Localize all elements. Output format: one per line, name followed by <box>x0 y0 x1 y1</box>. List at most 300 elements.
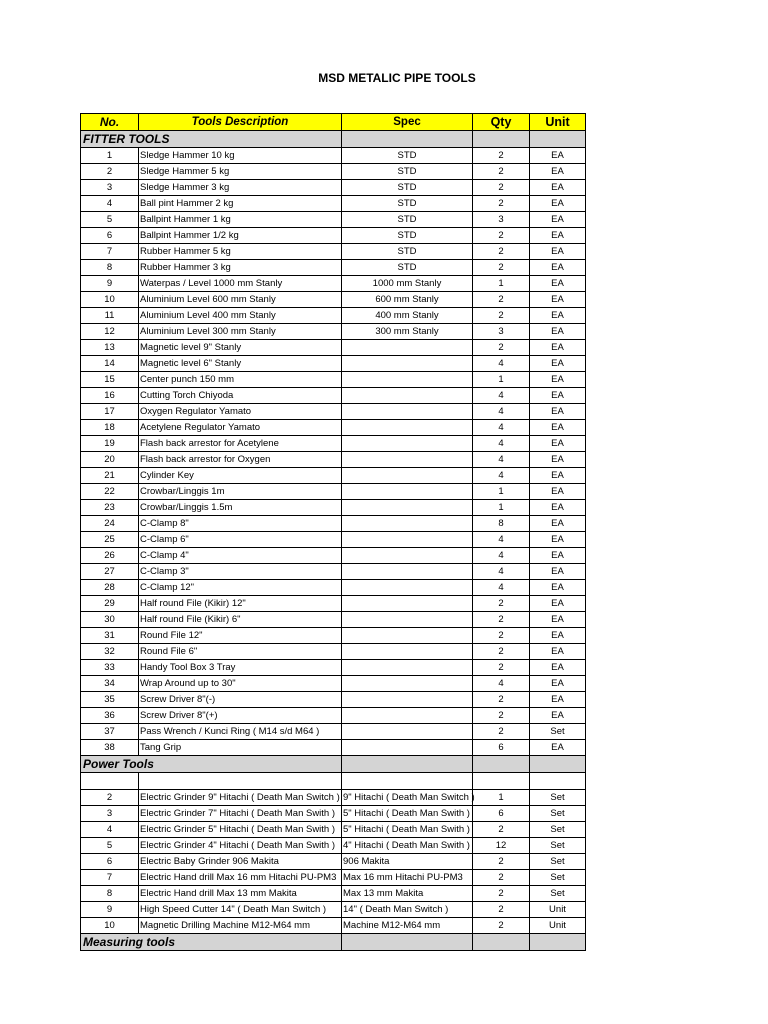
row-number: 3 <box>81 180 139 196</box>
table-row <box>81 372 586 388</box>
row-number: 10 <box>81 292 139 308</box>
row-qty: 2 <box>473 148 530 164</box>
row-unit: EA <box>530 596 586 612</box>
row-qty: 4 <box>473 468 530 484</box>
row-unit: EA <box>530 180 586 196</box>
row-qty: 2 <box>473 228 530 244</box>
row-unit: EA <box>530 628 586 644</box>
row-qty: 2 <box>473 692 530 708</box>
row-spec <box>342 676 473 692</box>
row-number: 9 <box>81 902 139 918</box>
row-spec: Machine M12-M64 mm <box>342 918 473 934</box>
row-description: Electric Grinder 7" Hitachi ( Death Man Swith ) <box>139 806 342 822</box>
row-unit <box>530 773 586 790</box>
section-header-row <box>81 934 586 951</box>
row-spec <box>342 532 473 548</box>
row-unit: EA <box>530 212 586 228</box>
row-unit: EA <box>530 676 586 692</box>
row-unit: EA <box>530 612 586 628</box>
row-qty: 4 <box>473 532 530 548</box>
table-row <box>81 806 586 822</box>
row-description: Waterpas / Level 1000 mm Stanly <box>139 276 342 292</box>
row-spec: 300 mm Stanly <box>342 324 473 340</box>
row-description: Screw Driver 8"(+) <box>139 708 342 724</box>
row-description: Ballpint Hammer 1 kg <box>139 212 342 228</box>
section-blank-cell <box>473 131 530 148</box>
table-row <box>81 148 586 164</box>
row-qty: 6 <box>473 740 530 756</box>
row-unit: EA <box>530 740 586 756</box>
row-number: 36 <box>81 708 139 724</box>
row-number: 24 <box>81 516 139 532</box>
row-spec: 9" Hitachi ( Death Man Switch ) <box>342 790 473 806</box>
row-spec: 906 Makita <box>342 854 473 870</box>
section-blank-cell <box>530 756 586 773</box>
row-spec: STD <box>342 260 473 276</box>
row-unit: EA <box>530 388 586 404</box>
row-spec <box>342 660 473 676</box>
row-qty: 3 <box>473 324 530 340</box>
table-row <box>81 773 586 790</box>
row-description: Half round File (Kikir) 6" <box>139 612 342 628</box>
table-row <box>81 260 586 276</box>
row-unit: EA <box>530 564 586 580</box>
row-number: 26 <box>81 548 139 564</box>
table-row <box>81 724 586 740</box>
row-description: Aluminium Level 400 mm Stanly <box>139 308 342 324</box>
row-number: 6 <box>81 854 139 870</box>
row-qty: 2 <box>473 708 530 724</box>
table-row <box>81 228 586 244</box>
row-number: 18 <box>81 420 139 436</box>
row-number: 33 <box>81 660 139 676</box>
row-unit: EA <box>530 468 586 484</box>
row-spec <box>342 372 473 388</box>
section-blank-cell <box>530 131 586 148</box>
row-description: Magnetic level 6" Stanly <box>139 356 342 372</box>
row-spec <box>342 388 473 404</box>
row-number: 22 <box>81 484 139 500</box>
row-spec <box>342 500 473 516</box>
row-spec <box>342 404 473 420</box>
row-description: Ballpint Hammer 1/2 kg <box>139 228 342 244</box>
table-row <box>81 420 586 436</box>
row-unit: Set <box>530 838 586 854</box>
row-description: Half round File (Kikir) 12" <box>139 596 342 612</box>
row-number: 9 <box>81 276 139 292</box>
row-number: 3 <box>81 806 139 822</box>
table-row <box>81 292 586 308</box>
table-row <box>81 580 586 596</box>
row-description: Flash back arrestor for Acetylene <box>139 436 342 452</box>
row-unit: EA <box>530 404 586 420</box>
row-unit: EA <box>530 164 586 180</box>
row-qty: 2 <box>473 870 530 886</box>
row-description: Tang Grip <box>139 740 342 756</box>
table-row <box>81 548 586 564</box>
table-header-row <box>81 114 586 131</box>
row-qty: 2 <box>473 660 530 676</box>
row-qty: 2 <box>473 918 530 934</box>
row-description: C-Clamp 8" <box>139 516 342 532</box>
row-unit: EA <box>530 372 586 388</box>
row-qty: 4 <box>473 452 530 468</box>
table-row <box>81 692 586 708</box>
row-qty: 2 <box>473 854 530 870</box>
row-description: Wrap Around up to 30" <box>139 676 342 692</box>
section-blank-cell <box>473 934 530 951</box>
row-number: 7 <box>81 870 139 886</box>
row-spec <box>342 580 473 596</box>
row-number: 13 <box>81 340 139 356</box>
row-unit: EA <box>530 148 586 164</box>
row-description: Handy Tool Box 3 Tray <box>139 660 342 676</box>
row-spec: 1000 mm Stanly <box>342 276 473 292</box>
row-qty: 1 <box>473 500 530 516</box>
row-description: Oxygen Regulator Yamato <box>139 404 342 420</box>
row-description: Sledge Hammer 3 kg <box>139 180 342 196</box>
row-qty: 2 <box>473 164 530 180</box>
section-blank-cell <box>342 756 473 773</box>
section-title: Measuring tools <box>81 934 342 951</box>
row-spec <box>342 468 473 484</box>
table-row <box>81 886 586 902</box>
table-row <box>81 468 586 484</box>
section-title: FITTER TOOLS <box>81 131 342 148</box>
row-number <box>81 773 139 790</box>
table-row <box>81 740 586 756</box>
row-description: Round File 6" <box>139 644 342 660</box>
row-spec: 5" Hitachi ( Death Man Swith ) <box>342 806 473 822</box>
row-description: C-Clamp 6" <box>139 532 342 548</box>
row-number: 10 <box>81 918 139 934</box>
row-number: 14 <box>81 356 139 372</box>
row-number: 8 <box>81 886 139 902</box>
row-number: 2 <box>81 164 139 180</box>
row-description: Magnetic level 9" Stanly <box>139 340 342 356</box>
row-spec <box>342 420 473 436</box>
row-number: 35 <box>81 692 139 708</box>
row-description: Crowbar/Linggis 1m <box>139 484 342 500</box>
row-description: C-Clamp 12" <box>139 580 342 596</box>
table-row <box>81 484 586 500</box>
row-unit: EA <box>530 548 586 564</box>
row-number: 25 <box>81 532 139 548</box>
row-qty: 4 <box>473 436 530 452</box>
row-spec <box>342 452 473 468</box>
row-qty: 2 <box>473 340 530 356</box>
row-number: 1 <box>81 148 139 164</box>
row-number: 21 <box>81 468 139 484</box>
row-description: Cutting Torch Chiyoda <box>139 388 342 404</box>
row-spec <box>342 484 473 500</box>
row-number: 17 <box>81 404 139 420</box>
row-unit: EA <box>530 500 586 516</box>
row-unit: Set <box>530 886 586 902</box>
table-row <box>81 708 586 724</box>
row-unit: EA <box>530 308 586 324</box>
section-blank-cell <box>342 934 473 951</box>
row-description: Sledge Hammer 5 kg <box>139 164 342 180</box>
row-number: 37 <box>81 724 139 740</box>
row-number: 23 <box>81 500 139 516</box>
row-qty: 4 <box>473 420 530 436</box>
row-qty: 8 <box>473 516 530 532</box>
row-spec: STD <box>342 228 473 244</box>
row-qty: 4 <box>473 388 530 404</box>
row-unit: EA <box>530 276 586 292</box>
table-row <box>81 822 586 838</box>
row-qty: 2 <box>473 902 530 918</box>
row-number: 38 <box>81 740 139 756</box>
table-row <box>81 660 586 676</box>
row-unit: EA <box>530 260 586 276</box>
row-number: 6 <box>81 228 139 244</box>
row-unit: Unit <box>530 902 586 918</box>
row-qty: 2 <box>473 886 530 902</box>
row-qty: 2 <box>473 596 530 612</box>
row-spec: 4" Hitachi ( Death Man Swith ) <box>342 838 473 854</box>
table-row <box>81 644 586 660</box>
row-description: Sledge Hammer 10 kg <box>139 148 342 164</box>
row-description: Flash back arrestor for Oxygen <box>139 452 342 468</box>
row-description: Electric Baby Grinder 906 Makita <box>139 854 342 870</box>
table-row <box>81 356 586 372</box>
header-qty: Qty <box>473 114 530 131</box>
table-row <box>81 500 586 516</box>
row-spec: STD <box>342 212 473 228</box>
header-spec: Spec <box>342 114 473 131</box>
row-spec: STD <box>342 164 473 180</box>
row-spec <box>342 596 473 612</box>
table-body <box>81 131 586 951</box>
row-number: 15 <box>81 372 139 388</box>
row-number: 27 <box>81 564 139 580</box>
row-qty: 1 <box>473 790 530 806</box>
row-unit: Set <box>530 854 586 870</box>
row-description: Electric Hand drill Max 16 mm Hitachi PU-PM3 <box>139 870 342 886</box>
row-spec: 600 mm Stanly <box>342 292 473 308</box>
row-description: Center punch 150 mm <box>139 372 342 388</box>
row-unit: EA <box>530 516 586 532</box>
row-spec <box>342 340 473 356</box>
row-number: 19 <box>81 436 139 452</box>
row-qty: 1 <box>473 372 530 388</box>
row-unit: EA <box>530 228 586 244</box>
row-qty: 3 <box>473 212 530 228</box>
row-unit: EA <box>530 356 586 372</box>
row-unit: EA <box>530 708 586 724</box>
table-row <box>81 196 586 212</box>
row-qty: 2 <box>473 196 530 212</box>
row-number: 5 <box>81 838 139 854</box>
row-unit: Set <box>530 806 586 822</box>
row-description: C-Clamp 4" <box>139 548 342 564</box>
section-blank-cell <box>473 756 530 773</box>
row-unit: EA <box>530 452 586 468</box>
row-number: 31 <box>81 628 139 644</box>
row-number: 8 <box>81 260 139 276</box>
row-unit: EA <box>530 244 586 260</box>
row-description: Round File 12" <box>139 628 342 644</box>
table-row <box>81 404 586 420</box>
row-description: Cylinder Key <box>139 468 342 484</box>
row-spec <box>342 356 473 372</box>
row-spec: 14" ( Death Man Switch ) <box>342 902 473 918</box>
table-row <box>81 212 586 228</box>
row-qty: 2 <box>473 244 530 260</box>
row-number: 11 <box>81 308 139 324</box>
row-description: Rubber Hammer 3 kg <box>139 260 342 276</box>
table-row <box>81 276 586 292</box>
row-spec: Max 13 mm Makita <box>342 886 473 902</box>
row-spec <box>342 773 473 790</box>
row-unit: EA <box>530 532 586 548</box>
row-unit: EA <box>530 340 586 356</box>
table-row <box>81 516 586 532</box>
row-description: Aluminium Level 600 mm Stanly <box>139 292 342 308</box>
row-unit: EA <box>530 644 586 660</box>
row-number: 34 <box>81 676 139 692</box>
row-spec: 5" Hitachi ( Death Man Swith ) <box>342 822 473 838</box>
row-number: 20 <box>81 452 139 468</box>
table-row <box>81 612 586 628</box>
header-unit: Unit <box>530 114 586 131</box>
header-description: Tools Description <box>139 114 342 131</box>
table-row <box>81 308 586 324</box>
row-description: Screw Driver 8"(-) <box>139 692 342 708</box>
row-unit: Set <box>530 724 586 740</box>
row-description: Ball pint Hammer 2 kg <box>139 196 342 212</box>
row-qty: 4 <box>473 404 530 420</box>
row-spec: STD <box>342 196 473 212</box>
table-row <box>81 918 586 934</box>
row-spec: STD <box>342 244 473 260</box>
table-row <box>81 532 586 548</box>
row-spec <box>342 740 473 756</box>
table-row <box>81 180 586 196</box>
row-spec <box>342 516 473 532</box>
row-qty: 2 <box>473 724 530 740</box>
row-qty: 2 <box>473 292 530 308</box>
table-row <box>81 564 586 580</box>
row-unit: EA <box>530 420 586 436</box>
table-row <box>81 324 586 340</box>
table-row <box>81 628 586 644</box>
row-description: Electric Hand drill Max 13 mm Makita <box>139 886 342 902</box>
row-unit: EA <box>530 196 586 212</box>
row-spec <box>342 436 473 452</box>
row-qty: 2 <box>473 644 530 660</box>
row-description: Pass Wrench / Kunci Ring ( M14 s/d M64 ) <box>139 724 342 740</box>
table-row <box>81 838 586 854</box>
tools-table <box>80 113 586 951</box>
row-qty: 2 <box>473 180 530 196</box>
row-qty: 2 <box>473 260 530 276</box>
section-title: Power Tools <box>81 756 342 773</box>
row-spec <box>342 612 473 628</box>
row-description: Rubber Hammer 5 kg <box>139 244 342 260</box>
row-spec <box>342 692 473 708</box>
row-qty: 2 <box>473 308 530 324</box>
table-row <box>81 870 586 886</box>
table-row <box>81 854 586 870</box>
table-row <box>81 790 586 806</box>
row-qty: 2 <box>473 612 530 628</box>
row-unit: EA <box>530 692 586 708</box>
row-qty: 2 <box>473 628 530 644</box>
row-unit: EA <box>530 292 586 308</box>
row-qty: 2 <box>473 822 530 838</box>
row-spec <box>342 548 473 564</box>
row-number: 5 <box>81 212 139 228</box>
table-row <box>81 452 586 468</box>
row-qty: 4 <box>473 676 530 692</box>
row-qty: 12 <box>473 838 530 854</box>
table-row <box>81 902 586 918</box>
table-row <box>81 340 586 356</box>
row-unit: EA <box>530 324 586 340</box>
row-spec <box>342 644 473 660</box>
row-unit: EA <box>530 484 586 500</box>
row-number: 32 <box>81 644 139 660</box>
row-spec <box>342 708 473 724</box>
row-description <box>139 773 342 790</box>
row-number: 4 <box>81 196 139 212</box>
row-unit: EA <box>530 436 586 452</box>
row-description: Electric Grinder 4" Hitachi ( Death Man Swith ) <box>139 838 342 854</box>
row-description: Magnetic Drilling Machine M12-M64 mm <box>139 918 342 934</box>
section-header-row <box>81 131 586 148</box>
row-description: C-Clamp 3" <box>139 564 342 580</box>
row-description: Electric Grinder 9" Hitachi ( Death Man Switch ) <box>139 790 342 806</box>
row-unit: Unit <box>530 918 586 934</box>
table-row <box>81 244 586 260</box>
row-number: 29 <box>81 596 139 612</box>
row-spec <box>342 724 473 740</box>
row-number: 28 <box>81 580 139 596</box>
row-unit: Set <box>530 822 586 838</box>
row-unit: Set <box>530 790 586 806</box>
row-description: Electric Grinder 5" Hitachi ( Death Man Swith ) <box>139 822 342 838</box>
table-row <box>81 164 586 180</box>
table-row <box>81 596 586 612</box>
section-blank-cell <box>342 131 473 148</box>
row-qty: 4 <box>473 356 530 372</box>
row-number: 30 <box>81 612 139 628</box>
table-row <box>81 388 586 404</box>
row-spec: STD <box>342 180 473 196</box>
row-number: 12 <box>81 324 139 340</box>
row-spec: Max 16 mm Hitachi PU-PM3 <box>342 870 473 886</box>
section-header-row <box>81 756 586 773</box>
row-unit: Set <box>530 870 586 886</box>
row-unit: EA <box>530 660 586 676</box>
row-description: High Speed Cutter 14" ( Death Man Switch ) <box>139 902 342 918</box>
table-row <box>81 436 586 452</box>
row-description: Crowbar/Linggis 1.5m <box>139 500 342 516</box>
row-number: 7 <box>81 244 139 260</box>
page-title: MSD METALIC PIPE TOOLS <box>318 71 476 85</box>
row-spec <box>342 628 473 644</box>
row-qty: 6 <box>473 806 530 822</box>
row-qty: 4 <box>473 564 530 580</box>
row-spec: STD <box>342 148 473 164</box>
row-number: 4 <box>81 822 139 838</box>
row-qty <box>473 773 530 790</box>
row-spec <box>342 564 473 580</box>
row-qty: 4 <box>473 580 530 596</box>
